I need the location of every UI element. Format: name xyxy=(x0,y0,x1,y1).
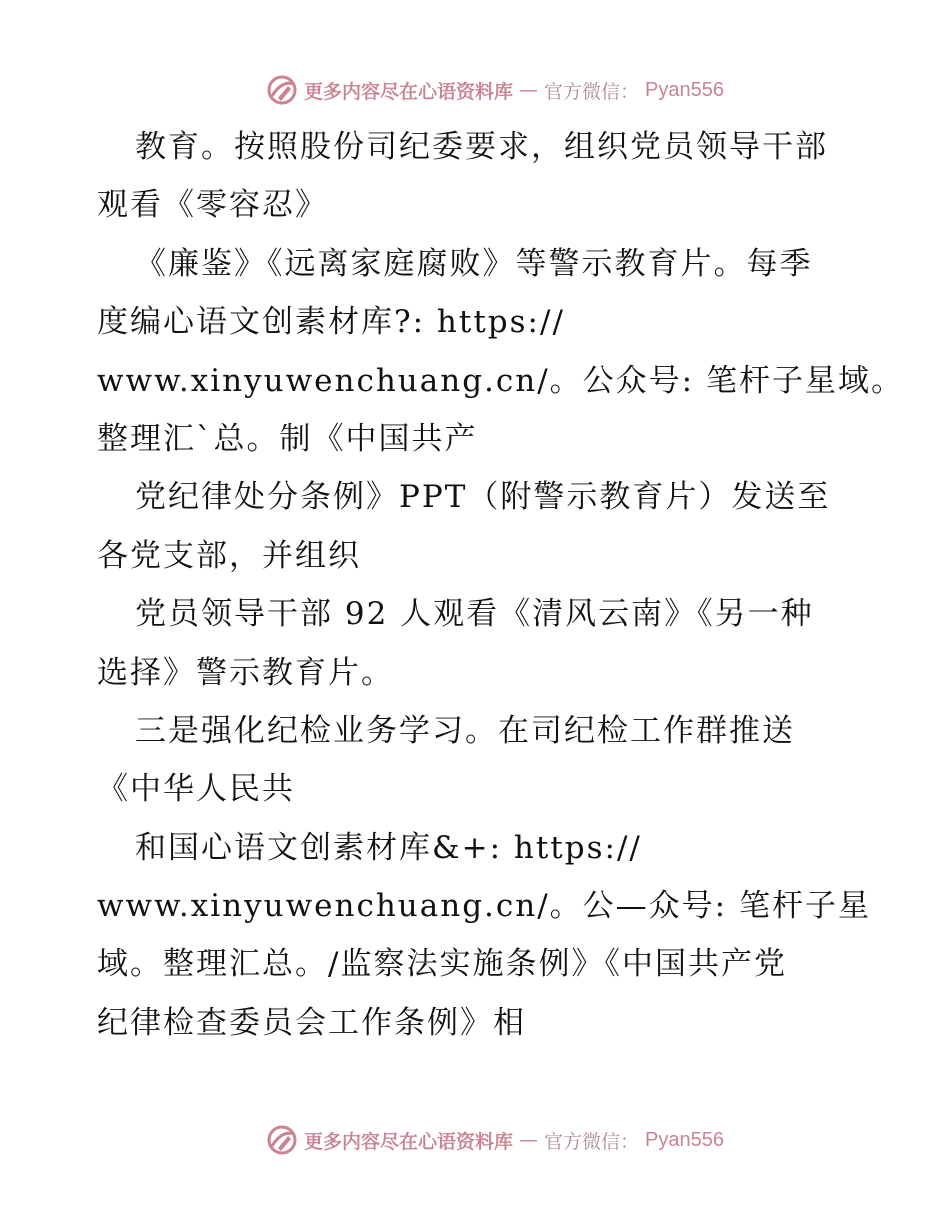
text-line: 《中华人民共 xyxy=(97,771,295,808)
text-line: www.xinyuwenchuang.cn/。公众号: 笔杆子星域。 xyxy=(97,362,904,399)
text-line: 党员领导干部 92 人观看《清风云南》《另一种 xyxy=(135,596,814,633)
pen-logo-icon xyxy=(266,74,298,106)
document-body xyxy=(97,118,904,1052)
footer-banner-official: 官方微信： xyxy=(544,1130,640,1153)
text-line: 和国心语文创素材库&+: https:// xyxy=(135,829,642,866)
text-line: 选择》警示教育片。 xyxy=(97,654,394,691)
text-line: 三是强化纪检业务学习。在司纪检工作群推送 xyxy=(135,712,795,749)
header-watermark-banner xyxy=(0,70,950,110)
header-banner-official: 官方微信： xyxy=(544,80,640,103)
footer-banner-text: 更多内容尽在心语资料库 xyxy=(304,1130,514,1153)
pen-logo-icon xyxy=(266,1124,298,1156)
text-line: 纪律检查委员会工作条例》相 xyxy=(97,1004,526,1041)
text-line: 观看《零容忍》 xyxy=(97,187,328,224)
footer-watermark-banner xyxy=(0,1120,950,1160)
footer-banner-dash: — xyxy=(519,1129,539,1151)
text-line: 各党支部，并组织 xyxy=(97,537,361,574)
footer-banner-id: Pyan556 xyxy=(645,1128,724,1151)
header-watermark xyxy=(266,74,724,106)
text-line: 整理汇`总。制《中国共产 xyxy=(97,420,478,457)
text-line: 域。整理汇总。/监察法实施条例》《中国共产党 xyxy=(97,946,787,983)
text-line: 党纪律处分条例》PPT（附警示教育片）发送至 xyxy=(135,479,831,516)
text-line: www.xinyuwenchuang.cn/。公—众号: 笔杆子星 xyxy=(97,888,871,925)
text-line: 教育。按照股份司纪委要求，组织党员领导干部 xyxy=(135,129,828,165)
header-banner-id: Pyan556 xyxy=(645,78,724,101)
header-banner-dash: — xyxy=(519,79,539,101)
footer-watermark xyxy=(266,1124,724,1156)
header-banner-text: 更多内容尽在心语资料库 xyxy=(304,80,514,103)
text-line: 《廉鉴》《远离家庭腐败》等警示教育片。每季 xyxy=(135,245,813,282)
text-line: 度编心语文创素材库?: https:// xyxy=(97,304,565,341)
